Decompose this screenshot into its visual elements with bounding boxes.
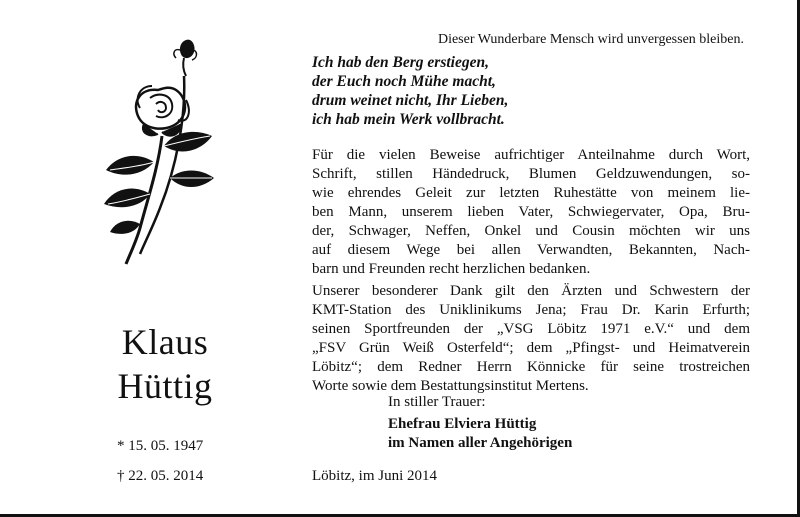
death-date: † 22. 05. 2014 [117, 468, 204, 484]
poem-line: der Euch noch Mühe macht, [312, 73, 496, 90]
tagline: Dieser Wunderbare Mensch wird unvergessen bleiben. [437, 32, 744, 47]
paragraph-line: Löbitz“; dem Redner Herrn Könnicke für seine trostreichen [312, 359, 750, 375]
poem-line: drum weinet nicht, Ihr Lieben, [312, 92, 509, 109]
deceased-last-name: Hüttig [117, 366, 213, 406]
special-thanks-paragraph [312, 282, 750, 396]
mourner-line: im Namen aller Angehörigen [388, 435, 573, 451]
paragraph-line: der, Schwager, Neffen, Onkel und Cousin möchten wir uns [312, 223, 750, 239]
paragraph-line: Für die vielen Beweise aufrichtiger Anteilnahme durch Wort, [312, 147, 750, 163]
mourners [388, 415, 572, 453]
poem-line: Ich hab den Berg erstiegen, [312, 54, 489, 71]
place-date: Löbitz, im Juni 2014 [312, 468, 437, 484]
paragraph-line: barn und Freunden recht herzlichen bedanken. [312, 261, 591, 277]
paragraph-line: „FSV Grün Weiß Osterfeld“; dem „Pfingst- und Heimatverein [312, 340, 750, 356]
poem [312, 53, 750, 129]
poem-line: ich hab mein Werk vollbracht. [312, 111, 505, 128]
rose-icon [100, 28, 218, 268]
birth-date: * 15. 05. 1947 [117, 438, 204, 454]
mourner-line: Ehefrau Elviera Hüttig [388, 416, 537, 432]
paragraph-line: wie ehrendes Geleit zur letzten Ruhestätte von meinem lie- [312, 185, 750, 201]
paragraph-line: Schrift, stillen Händedruck, Blumen Geldzuwendungen, so- [312, 166, 750, 182]
thanks-paragraph [312, 146, 750, 279]
paragraph-line: ben Mann, unserem lieben Vater, Schwiegervater, Opa, Bru- [312, 204, 750, 220]
deceased-first-name: Klaus [121, 322, 209, 362]
paragraph-line: KMT-Station des Uniklinikums Jena; Frau Dr. Karin Erfurth; [312, 302, 750, 318]
paragraph-line: seinen Sportfreunden der „VSG Löbitz 1971 e.V.“ und dem [312, 321, 750, 337]
paragraph-line: Worte sowie dem Bestattungsinstitut Mertens. [312, 378, 589, 394]
paragraph-line: auf diesem Wege bei allen Verwandten, Bekannten, Nach- [312, 242, 750, 258]
in-stiller-trauer: In stiller Trauer: [388, 394, 486, 410]
paragraph-line: Unserer besonderer Dank gilt den Ärzten und Schwestern der [312, 283, 750, 299]
